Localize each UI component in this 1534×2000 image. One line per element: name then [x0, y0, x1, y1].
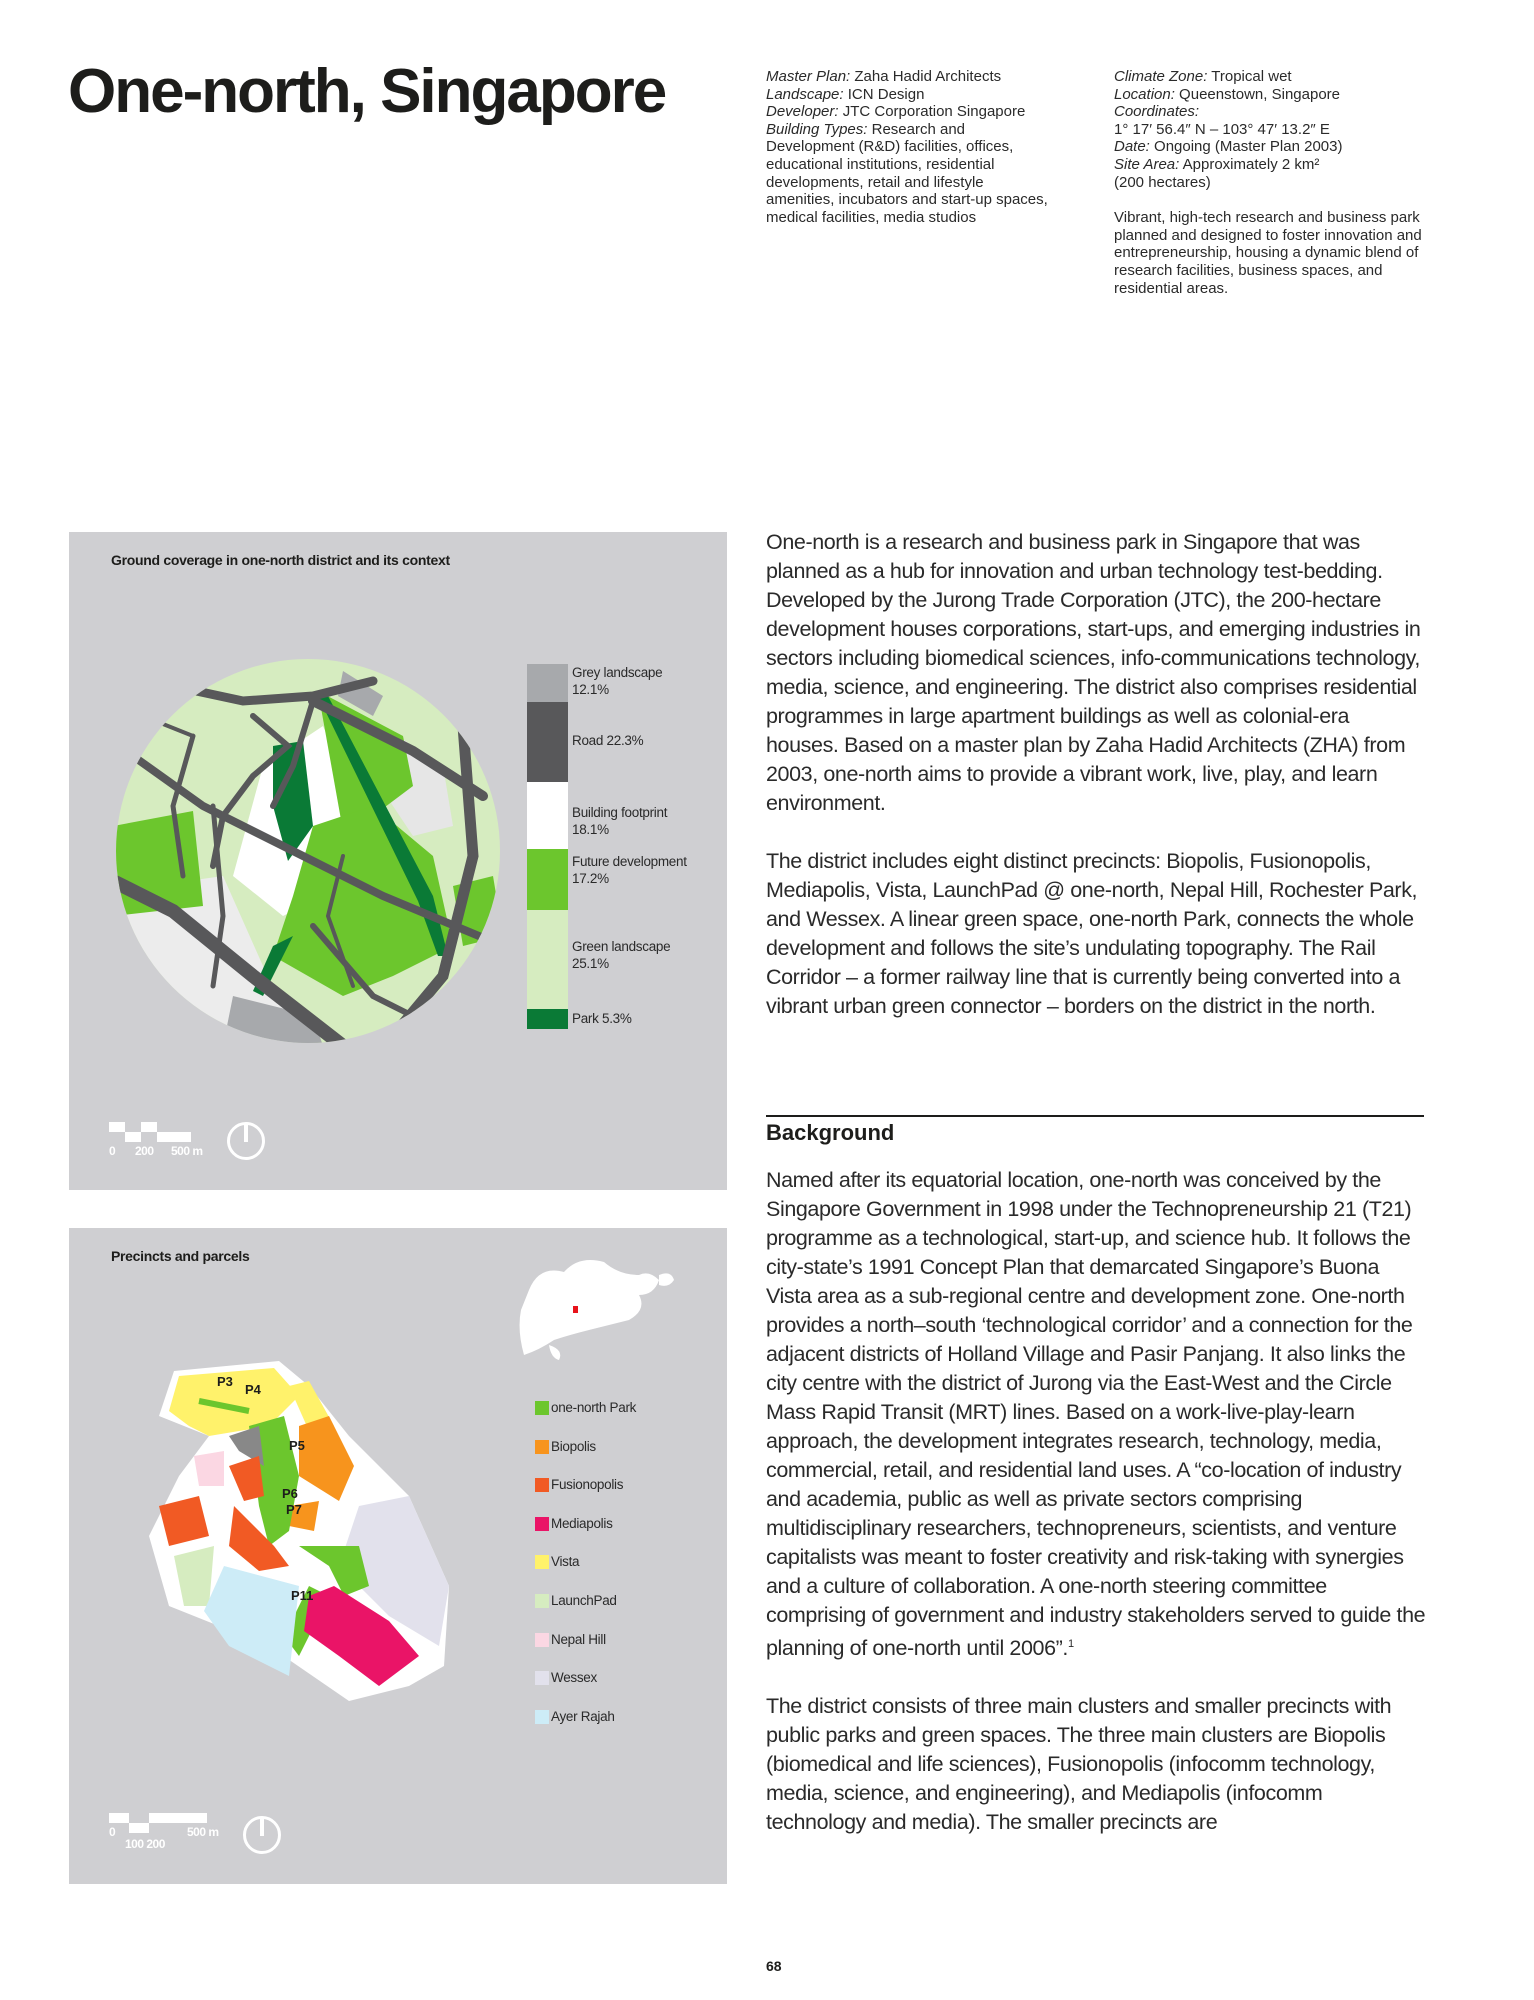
legend-swatch [535, 1517, 549, 1531]
parcel-label-p5: P5 [289, 1438, 305, 1453]
legend-item-building-footprint: Building footprint 18.1% [527, 782, 727, 849]
legend-item-nepal-hill: Nepal Hill [535, 1632, 636, 1671]
meta-climate-zone: Climate Zone: Tropical wet [1114, 68, 1292, 85]
meta-building-types: Building Types: Research and Development (R&D) facilities, offices, educational institutions, residential developments, retail and lifestyle amenities, incubators and start-up spaces, medical facilities, media studios [766, 120, 1048, 226]
intro-paragraph-1: One-north is a research and business park in Singapore that was planned as a hub for innovation and urban technology test-bedding. Developed by the Jurong Trade Corporation (JTC), the 200-hectare development houses corporations, start-ups, and emerging industries in sectors including biomedical sciences, info-communications technology, media, science, and engineering. The district also comprises residential programmes in large apartment buildings as well as colonial-era houses. Based on a master plan by Zaha Hadid Architects (ZHA) from 2003, one-north aims to provide a vibrant work, live, play, and learn environment. [766, 530, 1421, 815]
parcel-label-p3: P3 [217, 1374, 233, 1389]
meta-location: Location: Queenstown, Singapore [1114, 85, 1341, 103]
ground-coverage-legend [527, 664, 727, 1029]
legend-swatch [535, 1401, 549, 1415]
one-north-location-marker [573, 1306, 578, 1313]
legend-item-vista: Vista [535, 1554, 636, 1593]
section-heading-background: Background [766, 1120, 895, 1145]
meta-site-area: Site Area: Approximately 2 km² [1114, 155, 1320, 173]
legend-item-road: Road 22.3% [527, 702, 727, 782]
north-arrow-icon [243, 1816, 281, 1854]
legend-item-grey-landscape: Grey landscape 12.1% [527, 664, 727, 702]
ground-coverage-map [113, 656, 503, 1046]
meta-site-area-hectares: (200 hectares) [1114, 173, 1211, 191]
legend-swatch [535, 1440, 549, 1454]
page-title: One-north, Singapore [68, 57, 666, 126]
legend-swatch [535, 1555, 549, 1569]
parcel-label-p7: P7 [286, 1502, 302, 1517]
legend-swatch [527, 1009, 568, 1029]
project-summary: Vibrant, high-tech research and business park planned and designed to foster innovation and entrepreneurship, housing a dynamic blend of research facilities, business spaces, and residential areas. [1114, 209, 1422, 297]
meta-landscape: Landscape: ICN Design [766, 85, 925, 103]
project-metadata-right [1114, 68, 1434, 297]
ground-coverage-figure [69, 532, 727, 1190]
legend-item-wessex: Wessex [535, 1670, 636, 1709]
legend-item-ayer-rajah: Ayer Rajah [535, 1709, 636, 1748]
legend-item-future-development: Future development 17.2% [527, 849, 727, 910]
parcel-label-p4: P4 [245, 1382, 261, 1397]
legend-item-mediapolis: Mediapolis [535, 1516, 636, 1555]
legend-swatch [535, 1633, 549, 1647]
legend-item-one-north-park: one-north Park [535, 1400, 636, 1439]
legend-swatch [535, 1710, 549, 1724]
precincts-figure [69, 1228, 727, 1884]
background-text [766, 1166, 1426, 1837]
legend-swatch [535, 1671, 549, 1685]
meta-date: Date: Ongoing (Master Plan 2003) [1114, 138, 1343, 156]
legend-item-launchpad: LaunchPad [535, 1593, 636, 1632]
figure-title: Precincts and parcels [111, 1248, 250, 1264]
legend-swatch [527, 702, 568, 782]
meta-developer: Developer: JTC Corporation Singapore [766, 103, 1026, 121]
page-number: 68 [766, 1958, 782, 1974]
scale-bar-graphic [109, 1122, 199, 1144]
section-divider [766, 1115, 1424, 1117]
footnote-ref: 1 [1067, 1638, 1074, 1650]
background-paragraph-2: The district consists of three main clusters and smaller precincts with public parks and green spaces. The three main clusters are Biopolis (biomedical and life sciences), Fusionopolis (infocomm technology, media, science, and engineering), and Mediapolis (infocomm technology and media). The smaller precincts are [766, 1694, 1392, 1835]
legend-item-biopolis: Biopolis [535, 1439, 636, 1478]
intro-text [766, 528, 1426, 1021]
legend-swatch [527, 849, 568, 910]
scale-bar: 0 100 200 500 m [109, 1813, 209, 1838]
precincts-legend [535, 1400, 636, 1747]
legend-item-green-landscape: Green landscape 25.1% [527, 910, 727, 1009]
scale-bar: 0 200 500 m [109, 1122, 199, 1149]
legend-swatch [535, 1594, 549, 1608]
parcel-label-p11: P11 [291, 1588, 314, 1603]
precincts-map [149, 1356, 529, 1736]
meta-coordinates-label: Coordinates: [1114, 103, 1200, 121]
legend-item-park: Park 5.3% [527, 1009, 727, 1029]
north-arrow-icon [227, 1122, 265, 1160]
singapore-locator-map [509, 1250, 689, 1370]
legend-swatch [527, 664, 568, 702]
legend-swatch [535, 1478, 549, 1492]
parcel-label-p6: P6 [282, 1486, 298, 1501]
legend-item-fusionopolis: Fusionopolis [535, 1477, 636, 1516]
legend-swatch [527, 910, 568, 1009]
meta-coordinates-value: 1° 17′ 56.4″ N – 103° 47′ 13.2″ E [1114, 120, 1330, 138]
intro-paragraph-2: The district includes eight distinct precincts: Biopolis, Fusionopolis, Mediapolis, Vista, LaunchPad @ one-north, Nepal Hill, Rochester Park, and Wessex. A linear green space, one-north Park, connects the whole development and follows the site’s undulating topography. The Rail Corridor – a former railway line that is currently being converted into a vibrant urban green connector – borders on the district in the north. [766, 849, 1418, 1018]
figure-title: Ground coverage in one-north district and its context [111, 552, 450, 568]
background-paragraph-1: Named after its equatorial location, one-north was conceived by the Singapore Government in 1998 under the Technopreneurship 21 (T21) programme as a technological, start-up, and science hub. It follows the city-state’s 1991 Concept Plan that demarcated Singapore’s Buona Vista area as a sub-regional centre and development zone. One-north provides a north–south ‘technological corridor’ and a connection for the adjacent districts of Holland Village and Pasir Panjang. It also links the city centre with the district of Jurong via the East-West and the Circle Mass Rapid Transit (MRT) lines. Based on a work-live-play-learn approach, the development integrates research, technology, media, commercial, retail, and residential land uses. A “co-location of industry and academia, public as well as private sectors comprising multidisciplinary researchers, technopreneurs, scientists, and venture capitalists was meant to foster creativity and risk-taking with synergies and a culture of collaboration. A one-north steering committee comprising of government and industry stakeholders served to guide the planning of one-north until 2006”.$^1$ [766, 1168, 1426, 1661]
meta-master-plan: Master Plan: Zaha Hadid Architects [766, 68, 1002, 85]
project-metadata-left [766, 68, 1066, 226]
legend-swatch [527, 782, 568, 849]
